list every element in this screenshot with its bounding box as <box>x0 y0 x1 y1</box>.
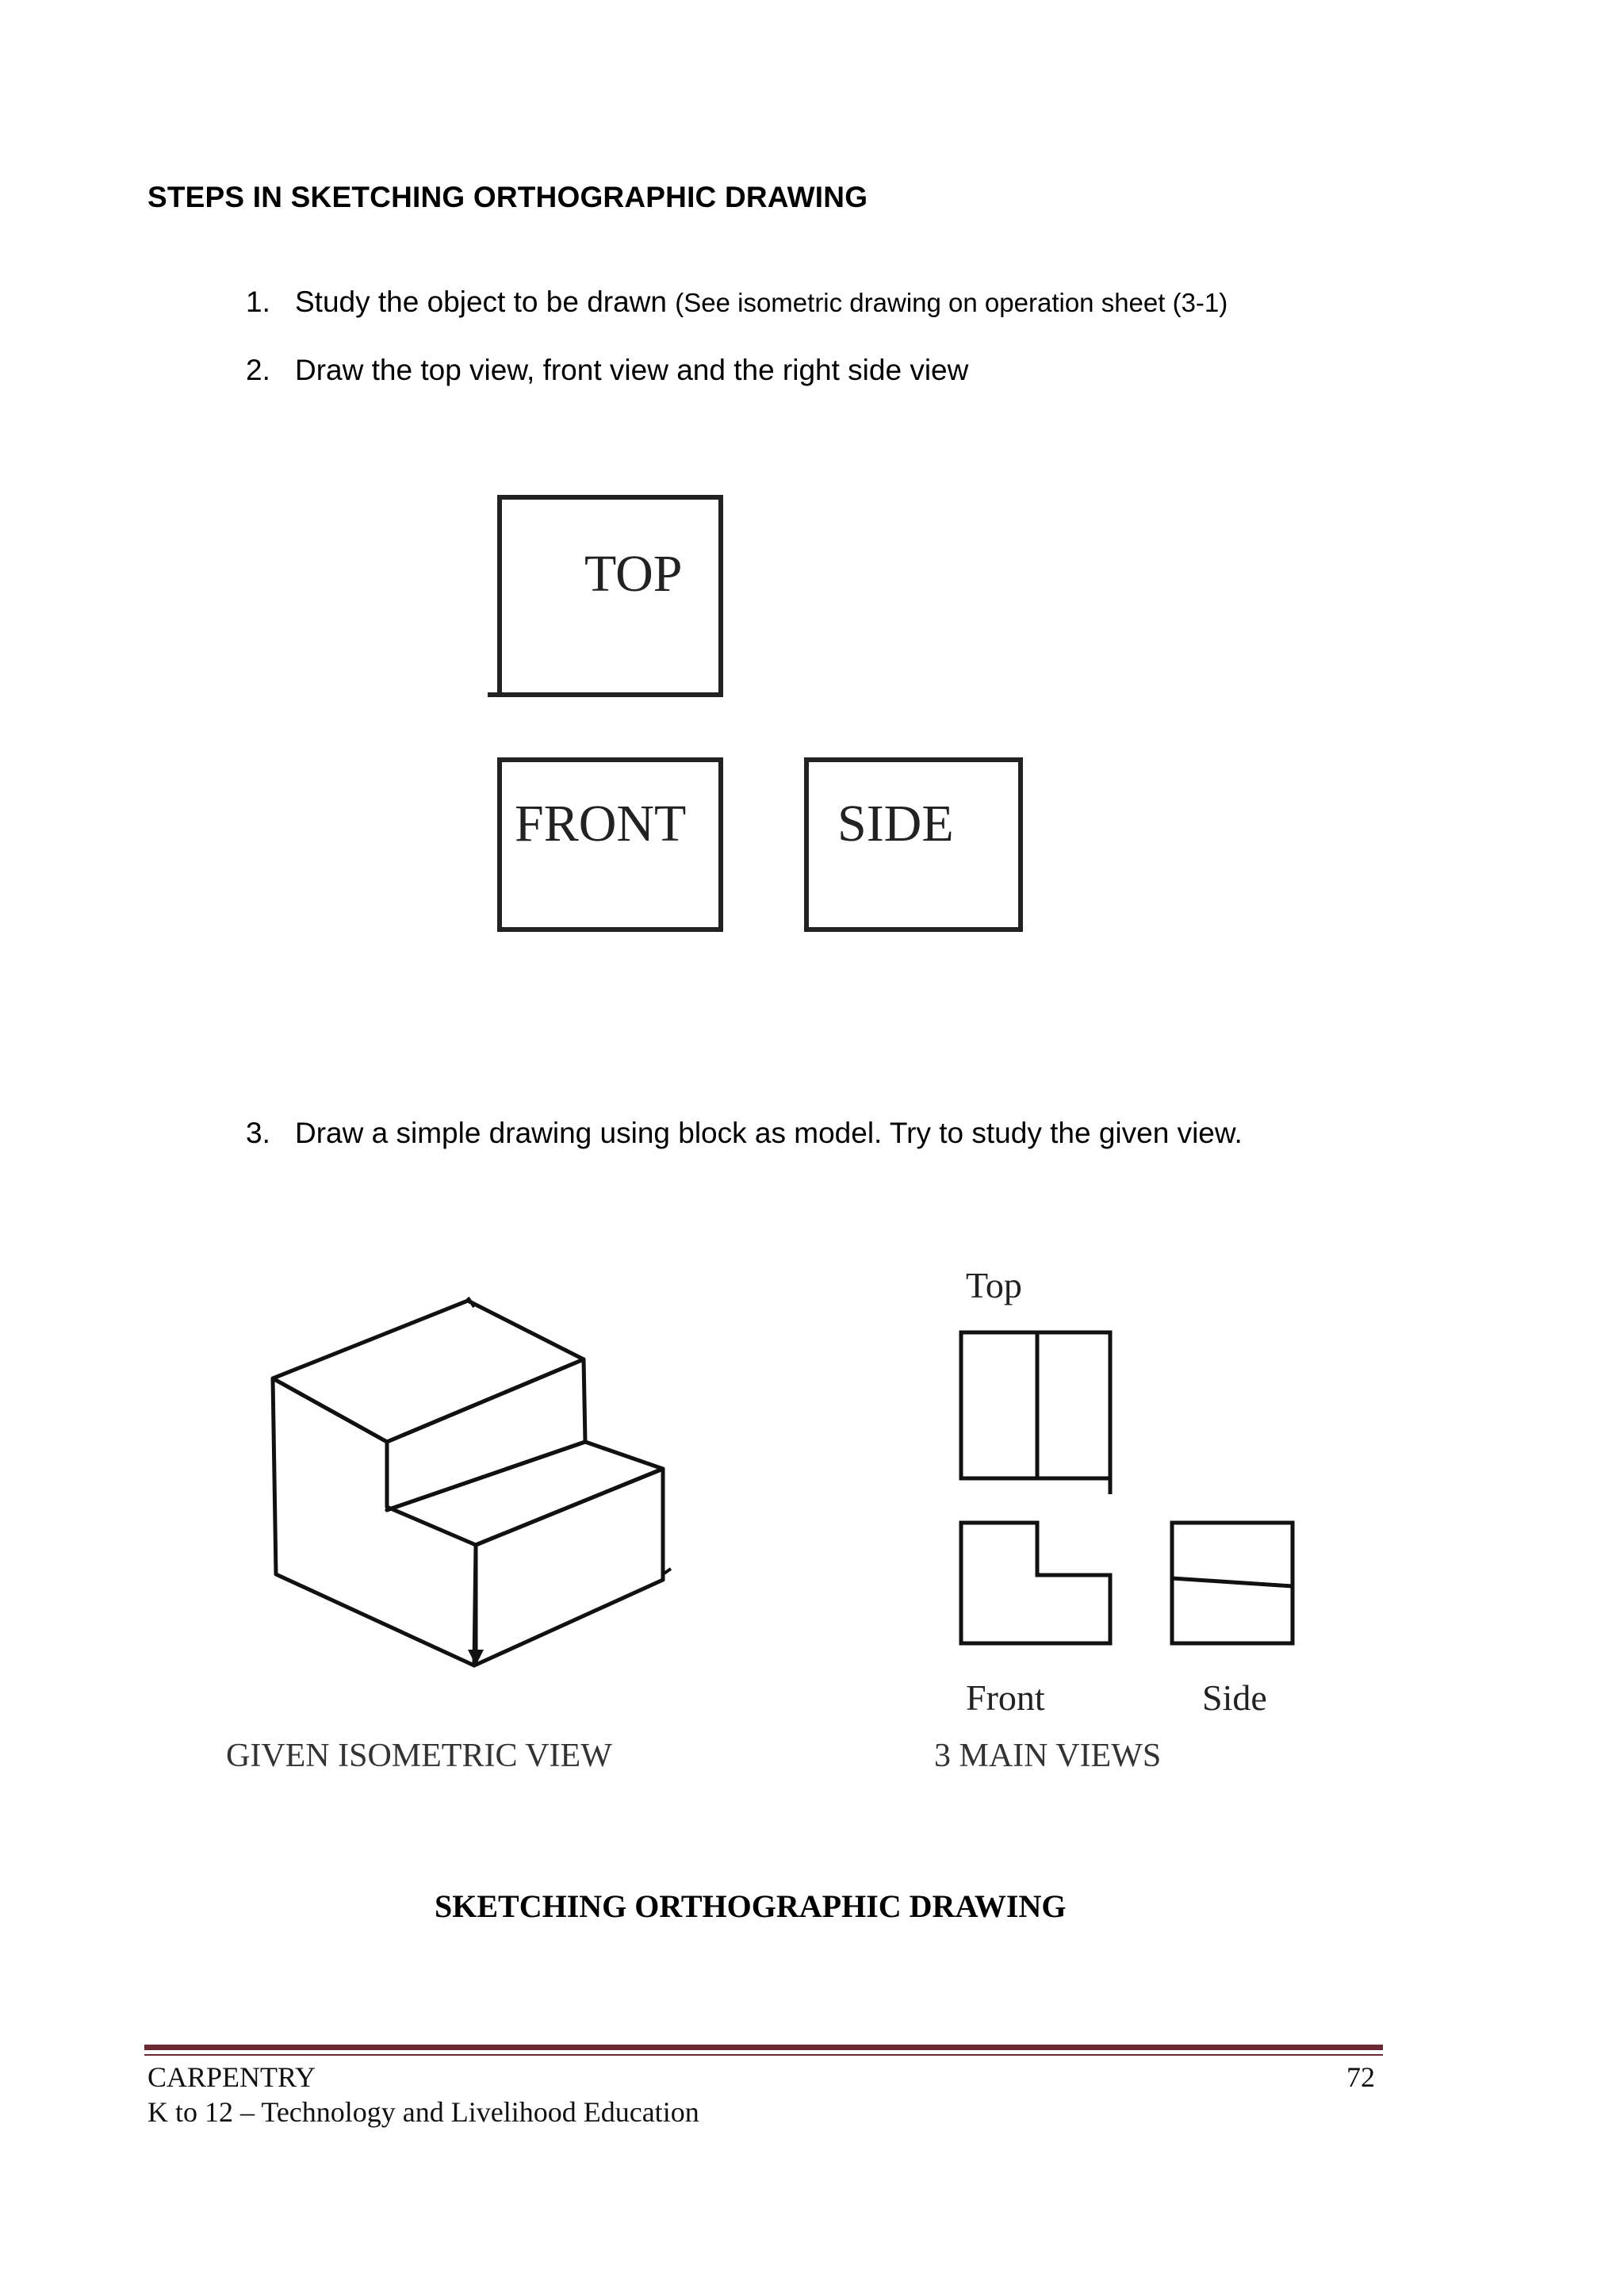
page-heading: STEPS IN SKETCHING ORTHOGRAPHIC DRAWING <box>147 181 868 213</box>
side-view-label: SIDE <box>837 795 954 853</box>
main-top-label: Top <box>966 1265 1022 1305</box>
front-view-label: FRONT <box>515 795 687 853</box>
footer-rule <box>144 2045 1383 2050</box>
main-front-label: Front <box>966 1677 1045 1718</box>
step-2-number: 2. <box>246 354 270 386</box>
footer-rule-thin <box>144 2054 1383 2056</box>
step-3-number: 3. <box>246 1117 270 1149</box>
top-view-label: TOP <box>584 545 683 603</box>
step-1-note: (See isometric drawing on operation sheet (3-1) <box>675 288 1228 317</box>
step-1-text: Study the object to be drawn <box>295 286 667 318</box>
main-side-label: Side <box>1202 1677 1267 1718</box>
figure-title: SKETCHING ORTHOGRAPHIC DRAWING <box>435 1888 1067 1924</box>
main-views-caption: 3 MAIN VIEWS <box>934 1738 1162 1774</box>
step-3-text: Draw a simple drawing using block as model. Try to study the given view. <box>295 1117 1243 1149</box>
footer-page-number: 72 <box>1346 2061 1375 2093</box>
footer-course: K to 12 – Technology and Livelihood Education <box>147 2096 699 2128</box>
step-1-number: 1. <box>246 286 270 318</box>
step-2-text: Draw the top view, front view and the right side view <box>295 354 969 386</box>
isometric-caption: GIVEN ISOMETRIC VIEW <box>226 1738 612 1774</box>
footer-subject: CARPENTRY <box>147 2061 316 2093</box>
